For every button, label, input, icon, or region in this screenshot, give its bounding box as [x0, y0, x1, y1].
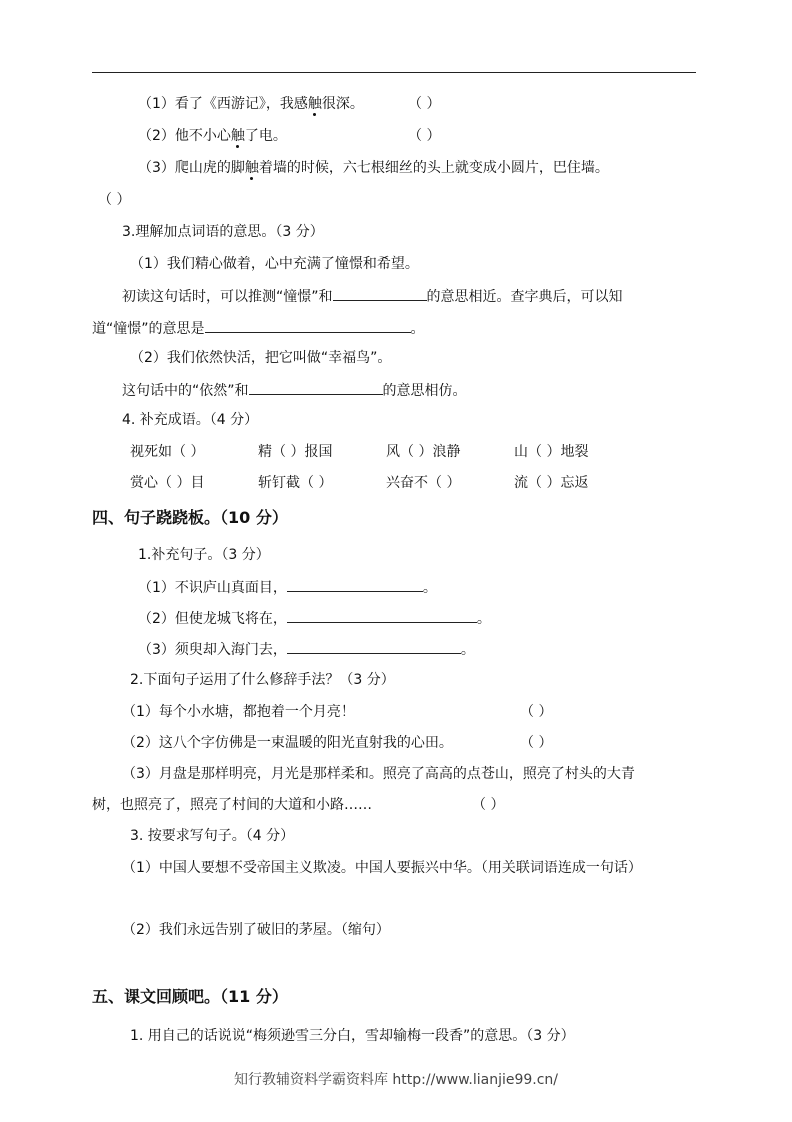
item-text: 着墙的时候，六七根细丝的头上就变成小圆片，巴住墙。	[258, 160, 609, 176]
fill-blank[interactable]	[287, 577, 423, 592]
idiom-8[interactable]: 流（ ）忘返	[514, 475, 589, 491]
idiom-5[interactable]: 赏心（ ）目	[130, 475, 205, 491]
dotted-char: 触	[307, 96, 322, 112]
q3-sentence-2: （2）我们依然快活，把它叫做“幸福鸟”。	[130, 350, 392, 366]
item-text: 。	[422, 580, 437, 596]
q2-item-3	[138, 158, 609, 178]
q3-text: 这句话中的“依然”和	[122, 383, 249, 399]
s4-q2-title: 2.下面句子运用了什么修辞手法？（3 分）	[130, 672, 395, 688]
s4-q1-title: 1.补充句子。（3 分）	[138, 547, 270, 563]
q3-text: 的意思相仿。	[382, 383, 467, 399]
q3-text: 。	[410, 321, 425, 337]
s4-q2-item-2: （2）这八个字仿佛是一束温暖的阳光直射我的心田。	[122, 735, 453, 751]
q2-item-1	[138, 94, 364, 114]
s4-q3-item-2: （2）我们永远告别了破旧的茅屋。（缩句）	[122, 922, 390, 938]
answer-paren[interactable]: （ ）	[408, 128, 441, 144]
answer-paren[interactable]: （ ）	[472, 797, 505, 813]
s4-q2-item-3b: 树，也照亮了，照亮了村间的大道和小路……	[92, 797, 372, 813]
s4-q1-item-2	[138, 608, 491, 629]
item-text: 很深。	[321, 96, 364, 112]
q3-text: 道“憧憬”的意思是	[92, 321, 205, 337]
fill-blank[interactable]	[287, 639, 461, 654]
idiom-4[interactable]: 山（ ）地裂	[514, 444, 589, 460]
q3-line-c	[122, 380, 467, 401]
item-text: （3）须臾却入海门去，	[138, 642, 287, 658]
answer-paren[interactable]: （ ）	[520, 735, 553, 751]
item-text: （2）但使龙城飞将在，	[138, 611, 287, 627]
idiom-2[interactable]: 精（ ）报国	[258, 444, 333, 460]
s4-q2-item-3a: （3）月盘是那样明亮，月光是那样柔和。照亮了高高的点苍山，照亮了村头的大青	[122, 766, 635, 782]
q3-text: 初读这句话时，可以推测“憧憬”和	[122, 289, 333, 305]
answer-paren[interactable]: （ ）	[98, 192, 131, 208]
q3-line-b	[92, 318, 425, 339]
s4-q2-item-1: （1）每个小水塘，都抱着一个月亮！	[122, 704, 355, 720]
s4-q3-title: 3. 按要求写句子。（4 分）	[130, 828, 295, 844]
idiom-7[interactable]: 兴奋不（ ）	[386, 475, 461, 491]
q4-title: 4. 补充成语。（4 分）	[122, 412, 259, 428]
idiom-3[interactable]: 风（ ）浪静	[386, 444, 461, 460]
fill-blank[interactable]	[205, 318, 411, 333]
s5-q1: 1. 用自己的话说说“梅须逊雪三分白，雪却输梅一段香”的意思。（3 分）	[130, 1028, 575, 1044]
section-4-heading: 四、句子跷跷板。（10 分）	[92, 508, 288, 527]
q3-line-a	[122, 286, 623, 307]
answer-paren[interactable]: （ ）	[408, 96, 441, 112]
idiom-1[interactable]: 视死如（ ）	[130, 444, 205, 460]
footer-watermark: 知行教辅资料学霸资料库 http://www.lianjie99.cn/	[233, 1072, 559, 1088]
dotted-char: 触	[230, 128, 245, 144]
fill-blank[interactable]	[287, 608, 477, 623]
item-text: 。	[460, 642, 475, 658]
item-text: （1）看了《西游记》，我感	[138, 96, 308, 112]
fill-blank[interactable]	[249, 380, 383, 395]
s4-q1-item-1	[138, 577, 437, 598]
q2-item-2	[138, 126, 287, 146]
q3-text: 的意思相近。查字典后，可以知	[426, 289, 623, 305]
header-rule	[92, 72, 696, 73]
item-text: （1）不识庐山真面目，	[138, 580, 287, 596]
q3-title: 3.理解加点词语的意思。（3 分）	[122, 224, 324, 240]
q3-sentence-1: （1）我们精心做着，心中充满了憧憬和希望。	[130, 256, 419, 272]
item-text: （2）他不小心	[138, 128, 231, 144]
fill-blank[interactable]	[333, 286, 427, 301]
s4-q3-item-1: （1）中国人要想不受帝国主义欺凌。中国人要振兴中华。（用关联词语连成一句话）	[122, 860, 642, 876]
section-5-heading: 五、课文回顾吧。（11 分）	[92, 987, 288, 1006]
item-text: （3）爬山虎的脚	[138, 160, 245, 176]
item-text: 了电。	[244, 128, 287, 144]
answer-paren[interactable]: （ ）	[520, 704, 553, 720]
dotted-char: 触	[244, 160, 259, 176]
s4-q1-item-3	[138, 639, 475, 660]
idiom-6[interactable]: 斩钉截（ ）	[258, 475, 333, 491]
item-text: 。	[476, 611, 491, 627]
